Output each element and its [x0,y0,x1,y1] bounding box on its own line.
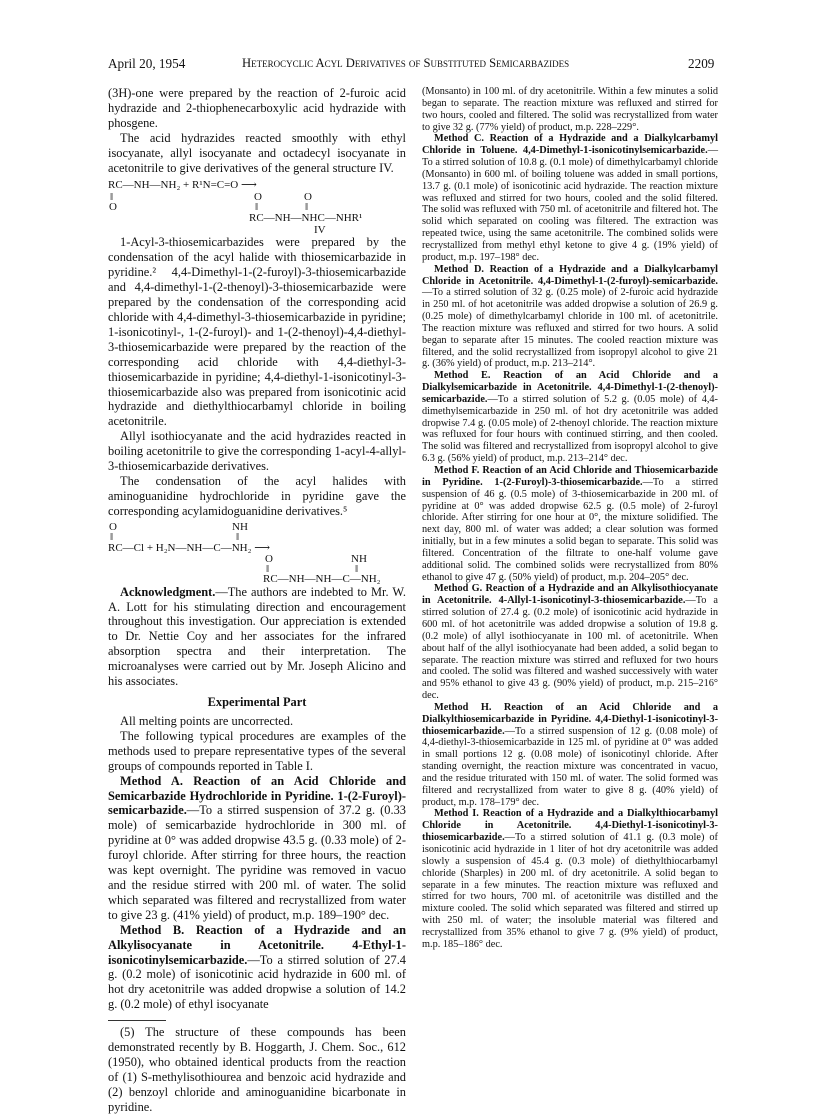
paragraph: The following typical procedures are examples of the methods used to prepare representative types of the several groups of compounds reported in Table I. [108,728,406,773]
method-heading: Method G. Reaction of a Hydrazide and an Alkylisothiocyanate in Acetonitrile. 4-Allyl-1-isonicotinyl-3-thiosemicarbazide. [422,583,718,607]
footnote-rule [108,1020,166,1021]
paragraph: The condensation of the acyl halides with aminoguanidine hydrochloride in pyridine gave the corresponding acylamidoguanidine derivatives.⁵ [108,473,406,518]
equation-line: RC—NH—NH₂ + R¹N=C=O ⟶ [108,179,257,192]
method-i: Method I. Reaction of a Hydrazide and a Dialkylthiocarbamyl Chloride in Acetonitrile. 4,4-Diethyl-1-isonicotinyl-3-thiosemicarbazide.—To a stirred solution of 41.1 g. (0.3 mole) of isonicotinic acid hydrazide in 1 liter of hot dry acetonitrile was added slowly a suspension of 45.4 g. (0.3 mole) of diethylthiocarbamyl chloride (Sharples) in 200 ml. of dry acetonitrile. A solid began to separate in a few minutes. The reaction mixture was refluxed and stirred for two hours, 700 ml. of acetonitrile was distilled and the mixture cooled. The solid which separated was filtered and stirred up with 250 ml. of water; the insoluble material was filtered and recrystallized from 35% ethanol to give 7 g. (9% yield) of product, m.p. 185–186° dec. [422,808,718,950]
method-e: Method E. Reaction of an Acid Chloride and a Dialkylsemicarbazide in Acetonitrile. 4,4-Dimethyl-1-(2-thenoyl)-semicarbazide.—To a stirred solution of 5.2 g. (0.05 mole) of 4,4-dimethylsemicarbazide in 250 ml. of hot dry acetonitrile was added dropwise 7.4 g. (0.05 mole) of 2-thenoyl chloride. The reaction mixture was refluxed for four hours with continued stirring, and then cooled. The solid was filtered and recrystallized from isopropyl alcohol to give 6.3 g. (56% yield) of product, m.p. 213–214° dec. [422,370,718,465]
paragraph: (Monsanto) in 100 ml. of dry acetonitrile. Within a few minutes a solid began to separate. The reaction mixture was refluxed and stirred for two hours, cooled and filtered. The solid was recrystallized from water to give 32 g. (77% yield) of product, m.p. 228–229°. [422,86,718,133]
footnote: (5) The structure of these compounds has been demonstrated recently by B. Hoggarth, J. Chem. Soc., 612 (1950), who obtained identical products from the reaction of (1) S-methylisothiourea and benzoic acid hydrazide and (2) benzoyl chloride and aminoguanidine bicarbonate in pyridine. [108,1025,406,1114]
paragraph: Allyl isothiocyanate and the acid hydrazides reacted in boiling acetonitrile to give the corresponding 1-acyl-4-allyl-3-thiosemicarbazide derivatives. [108,429,406,474]
method-heading: Method H. Reaction of an Acid Chloride and a Dialkylthiosemicarbazide in Pyridine. 4,4-Diethyl-1-isonicotinyl-3-thiosemicarbazide. [422,701,718,737]
oxygen-atom: O [265,552,273,565]
imino-group: NH [351,552,367,565]
reaction-scheme-guanidine: O NH ‖ ‖ RC—Cl + H₂N—NH—C—NH₂ ⟶ O NH ‖ ‖ RC—NH—NH—C—NH₂ [108,520,381,585]
method-heading: Method B. Reaction of a Hydrazide and an Alkylisocyanate in Acetonitrile. 4-Ethyl-1-isonicotinylsemicarbazide. [108,922,406,967]
paragraph: The acid hydrazides reacted smoothly with ethyl isocyanate, allyl isocyanate and octadecyl isocyanate in acetonitrile to give derivatives of the general structure IV. [108,130,406,175]
method-heading: Method E. Reaction of an Acid Chloride and a Dialkylsemicarbazide in Acetonitrile. 4,4-Dimethyl-1-(2-thenoyl)-semicarbazide. [422,370,718,405]
method-heading: Method F. Reaction of an Acid Chloride and Thiosemicarbazide in Pyridine. 1-(2-Furoyl)-3-thiosemicarbazide. [422,465,718,488]
oxygen-atom: O [109,520,117,533]
header-page-number: 2209 [688,56,715,71]
paragraph: All melting points are uncorrected. [120,714,294,728]
right-column [422,86,718,951]
acknowledgment-heading: Acknowledgment. [120,584,216,599]
method-d: Method D. Reaction of a Hydrazide and a Dialkylcarbamyl Chloride in Acetonitrile. 4,4-Dimethyl-1-(2-furoyl)-semicarbazide.—To a stirred solution of 32 g. (0.25 mole) of 2-furoic acid hydrazide in 250 ml. of hot acetonitrile was added dropwise a solution of 26.9 g. (0.25 mole) of dimethylcarbamyl chloride in 100 ml. of acetonitrile. The reaction mixture was refluxed and stirred for two hours. A solid began to separate after 15 minutes. The cooled reaction mixture was filtered, and the solid recrystallized from isopropyl alcohol to give 21 g. (36% yield) of product, m.p. 213–214°. [422,263,718,370]
paragraph: (3H)-one were prepared by the reaction of 2-furoic acid hydrazide and 2-thiophenecarboxylic acid hydrazide with phosgene. [108,86,406,130]
imino-group: NH [232,520,248,533]
equation-line: RC—NH—NH—C—NH₂ [263,572,381,585]
header-title: Heterocyclic Acyl Derivatives of Substituted Semicarbazides [242,56,570,70]
reaction-scheme-iv: RC—NH—NH₂ + R¹N=C=O ⟶ ‖ O O O ‖ ‖ RC—NH—NHC—NHR¹ IV [108,179,363,237]
left-column [108,86,406,1115]
oxygen-atom: O [304,191,312,204]
equation-line: RC—Cl + H₂N—NH—C—NH₂ ⟶ [108,541,270,554]
method-heading: Method D. Reaction of a Hydrazide and a Dialkylcarbamyl Chloride in Acetonitrile. 4,4-Dimethyl-1-(2-furoyl)-semicarbazide. [422,263,718,287]
method-heading: Method A. Reaction of an Acid Chloride and Semicarbazide Hydrochloride in Pyridine. 1-(2-Furoyl)-semicarbazide. [108,773,406,818]
method-f: Method F. Reaction of an Acid Chloride and Thiosemicarbazide in Pyridine. 1-(2-Furoyl)-3-thiosemicarbazide.—To a stirred suspension of 46 g. (0.5 mole) of 3-thiosemicarbazide in 200 ml. of pyridine at 0° was added dropwise 62.5 g. (0.5 mole) of 2-furoyl chloride. After stirring for one hour at 0°, the mixture solidified. The next day, 800 ml. of water was added; a clear solution was formed initially, but in a few minutes a solid began to separate. This solid was filtered. Concentration of the filtrate to one-half volume gave additional solid. The combined solids were recrystallized from 80% ethanol to give 47 g. (50% yield) of product, m.p. 204–205° dec. [422,465,718,583]
method-heading: Method I. Reaction of a Hydrazide and a Dialkylthiocarbamyl Chloride in Acetonitrile. 4,4-Diethyl-1-isonicotinyl-3-thiosemicarbazide. [422,808,718,844]
method-a: Method A. Reaction of an Acid Chloride and Semicarbazide Hydrochloride in Pyridine. 1-(2-Furoyl)-semicarbazide.—To a stirred suspension of 37.2 g. (0.33 mole) of semicarbazide hydrochloride in 300 ml. of pyridine at 0° was added dropwise 43.5 g. (0.33 mole) of 2-furoyl chloride. After stirring for three hours, the reaction was kept overnight. The pyridine was removed in vacuo and the residue stirred with 200 ml. of water. The solid which separated was filtered and recrystallized from water to give 23 g. (41% yield) of product, m.p. 189–190° dec. [108,773,406,922]
method-h: Method H. Reaction of an Acid Chloride and a Dialkylthiosemicarbazide in Pyridine. 4,4-Diethyl-1-isonicotinyl-3-thiosemicarbazide.—To a stirred suspension of 12 g. (0.08 mole) of 4,4-diethyl-3-thiosemicarbazide in 125 ml. of pyridine at 0° was added in small portions 12 g. (0.08 mole) of isonicotinyl chloride. After standing overnight, the reaction mixture was concentrated in vacuo, and the residue triturated with 150 ml. of water. The solid formed was filtered and recrystallized from water to give 8 g. (40% yield) of product, m.p. 178–179° dec. [422,701,718,808]
paragraph: 1-Acyl-3-thiosemicarbazides were prepared by the condensation of the acyl halide with thiosemicarbazide in pyridine.² 4,4-Dimethyl-1-(2-furoyl)-3-thiosemicarbazide and 4,4-dimethyl-1-(2-thenoyl)-3-thiosemicarbazide were prepared by the condensation of the corresponding acid chloride with 4,4-dimethyl-3-thiosemicarbazide in pyridine; 1-isonicotinyl-, 1-(2-furoyl)- and 1-(2-thenoyl)-4,4-diethyl-3-thiosemicarbazide were prepared by the reaction of the corresponding acid chloride with 4,4-diethyl-3-thiosemicarbazide in pyridine; 4,4-diethyl-1-isonicotinyl-3-thiosemicarbazide also was prepared from isonicotinic acid hydrazide and diethylthiocarbamyl chloride in boiling acetonitrile. [108,235,406,429]
acknowledgment: Acknowledgment.—The authors are indebted to Mr. W. A. Lott for his stimulating direction and encouragement throughout this investigation. Our appreciation is extended to Dr. Nettie Coy and her associates for the infrared absorption spectra and their interpretation. The microanalyses were carried out by Mr. Joseph Alicino and his associates. [108,584,406,689]
structure-label: IV [314,224,326,237]
equation-line: RC—NH—NHC—NHR¹ [249,212,363,225]
method-c: Method C. Reaction of a Hydrazide and a Dialkylcarbamyl Chloride in Toluene. 4,4-Dimethyl-1-isonicotinylsemicarbazide.—To a stirred solution of 10.8 g. (0.1 mole) of dimethylcarbamyl chloride (Monsanto) in 600 ml. of boiling toluene was added in small portions, 13.7 g. (0.1 mole) of isonicotinic acid hydrazide. The reaction mixture was refluxed and stirred for two hours, cooled and the solid filtered. The solid was refluxed with 750 ml. of acetonitrile and filtered hot. The solid which separated on cooling was filtered. The extraction was repeated twice, using the same acetonitrile. The combined solids were recrystallized from methyl ethyl ketone to give 4 g. (19% yield) of product, m.p. 197–198° dec. [422,133,718,263]
method-g: Method G. Reaction of a Hydrazide and an Alkylisothiocyanate in Acetonitrile. 4-Allyl-1-isonicotinyl-3-thiosemicarbazide.—To a stirred solution of 27.4 g. (0.2 mole) of isonicotinic acid hydrazide in 600 ml. of hot acetonitrile was added dropwise a solution of 19.8 g. (0.2 mole) of allyl isothiocyanate in 100 ml. of acetonitrile. When about half of the allyl isothiocyanate had been added, a solid began to separate. The reaction mixture was stirred and refluxed for two hours and cooled. The solid was filtered and washed successively with water and 95% ethanol to give 43 g. (90% yield) of product, m.p. 215–216° dec. [422,583,718,702]
oxygen-atom: O [109,201,117,214]
section-heading: Experimental Part [207,695,307,709]
method-heading: Method C. Reaction of a Hydrazide and a Dialkylcarbamyl Chloride in Toluene. 4,4-Dimethyl-1-isonicotinylsemicarbazide. [422,133,718,157]
header-date: April 20, 1954 [108,56,186,71]
method-b: Method B. Reaction of a Hydrazide and an Alkylisocyanate in Acetonitrile. 4-Ethyl-1-isonicotinylsemicarbazide.—To a stirred solution of 27.4 g. (0.2 mole) of isonicotinic acid hydrazide in 600 ml. of hot dry acetonitrile was added dropwise a solution of 14.2 g. (0.2 mole) of ethyl isocyanate [108,922,406,1012]
oxygen-atom: O [254,191,262,204]
